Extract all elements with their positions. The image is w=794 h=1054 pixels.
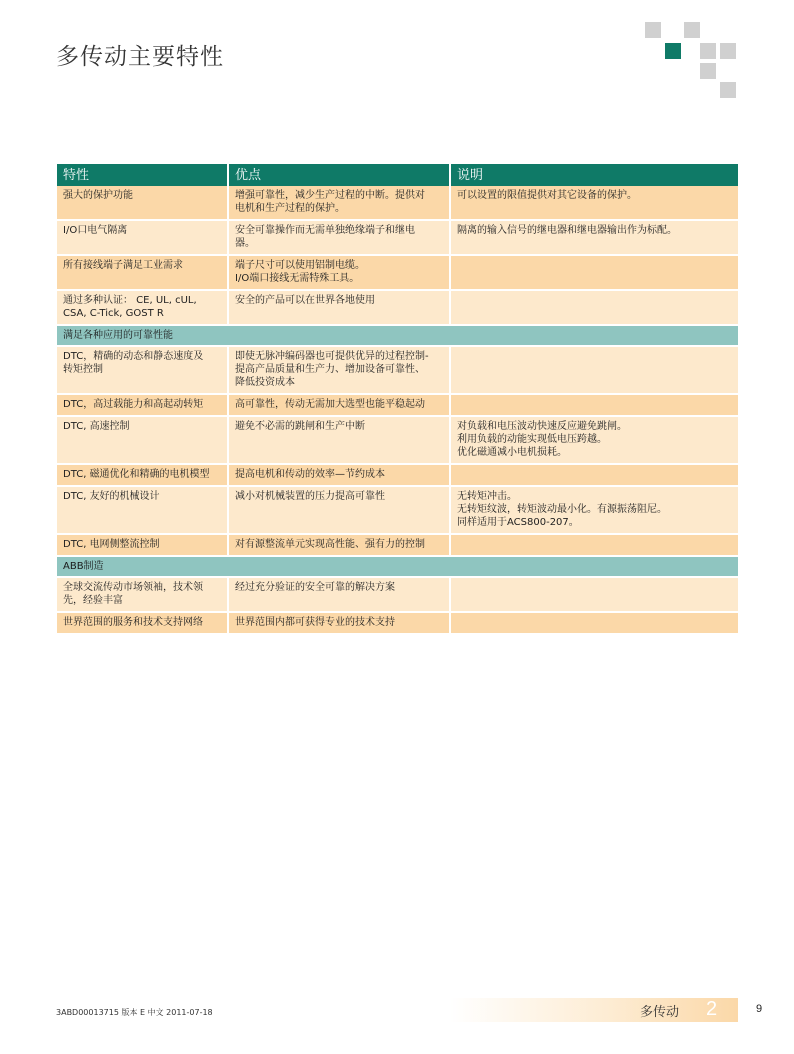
cell-text-line: 同样适用于ACS800-207。 — [457, 517, 579, 528]
cell-text-line: 安全的产品可以在世界各地使用 — [235, 295, 375, 306]
table-row — [57, 220, 738, 255]
cell-text-line: 增强可靠性，减少生产过程的中断。提供对 — [235, 190, 425, 201]
cell-text-line: DTC，精确的动态和静态速度及 — [63, 351, 204, 362]
note-cell — [450, 186, 738, 220]
benefit-cell — [228, 577, 450, 612]
benefit-cell — [228, 186, 450, 220]
cell-text-line: 端子尺寸可以使用铝制电缆。 — [235, 260, 365, 271]
footer-chapter-number: 2 — [706, 998, 718, 1020]
feature-cell — [57, 416, 228, 464]
note-cell — [450, 346, 738, 394]
note-cell — [450, 534, 738, 556]
cell-text-line: 优化磁通减小电机损耗。 — [457, 447, 567, 458]
feature-cell — [57, 220, 228, 255]
benefit-cell — [228, 612, 450, 634]
note-cell — [450, 486, 738, 534]
cell-text-line: 无转矩冲击。 — [457, 491, 517, 502]
feature-cell — [57, 534, 228, 556]
table-row — [57, 612, 738, 634]
footer-document-id: 3ABD00013715 版本 E 中文 2011-07-18 — [56, 1008, 213, 1017]
cell-text-line: 无转矩纹波，转矩波动最小化。有源振荡阻尼。 — [457, 504, 667, 515]
note-cell — [450, 416, 738, 464]
cell-text-line: I/O端口接线无需特殊工具。 — [235, 273, 360, 284]
feature-cell — [57, 577, 228, 612]
cell-text-line: 即使无脉冲编码器也可提供优异的过程控制- — [235, 351, 429, 362]
feature-cell — [57, 464, 228, 486]
footer-section-title: 多传动 — [640, 1005, 680, 1020]
feature-cell — [57, 612, 228, 634]
footer-band — [450, 998, 738, 1022]
cell-text-line: 对负载和电压波动快速反应避免跳闸。 — [457, 421, 627, 432]
cell-text-line: DTC, 磁通优化和精确的电机模型 — [63, 469, 210, 480]
cell-text-line: 安全可靠操作而无需单独绝缘端子和继电 — [235, 225, 415, 236]
note-cell — [450, 577, 738, 612]
accent-square-icon — [665, 43, 681, 59]
table-row — [57, 486, 738, 534]
header-note: 说明 — [450, 164, 738, 186]
cell-text-line: 隔离的输入信号的继电器和继电器输出作为标配。 — [457, 225, 677, 236]
cell-text-line: 器。 — [235, 238, 255, 249]
table-row — [57, 534, 738, 556]
benefit-cell — [228, 290, 450, 325]
benefit-cell — [228, 255, 450, 290]
cell-text-line: I/O口电气隔离 — [63, 225, 128, 236]
header-benefit: 优点 — [228, 164, 450, 186]
cell-text-line: 对有源整流单元实现高性能、强有力的控制 — [235, 539, 425, 550]
cell-text-line: 提高产品质量和生产力、增加设备可靠性、 — [235, 364, 425, 375]
cell-text-line: 减小对机械装置的压力提高可靠性 — [235, 491, 385, 502]
cell-text-line: DTC, 高速控制 — [63, 421, 130, 432]
cell-text-line: CSA, C-Tick, GOST R — [63, 308, 164, 319]
benefit-cell — [228, 534, 450, 556]
table-row — [57, 346, 738, 394]
abb-decorative-squares-logo — [640, 22, 740, 102]
benefit-cell — [228, 464, 450, 486]
benefit-cell — [228, 486, 450, 534]
page-title: 多传动主要特性 — [56, 44, 224, 70]
header-feature: 特性 — [57, 164, 228, 186]
section-row — [57, 325, 738, 346]
footer-page-number: 9 — [756, 1003, 763, 1015]
benefit-cell — [228, 416, 450, 464]
cell-text-line: 世界范围内都可获得专业的技术支持 — [235, 617, 395, 628]
cell-text-line: 通过多种认证： CE, UL, cUL, — [63, 295, 197, 306]
cell-text-line: 经过充分验证的安全可靠的解决方案 — [235, 582, 395, 593]
cell-text-line: 避免不必需的跳闸和生产中断 — [235, 421, 365, 432]
note-cell — [450, 290, 738, 325]
note-cell — [450, 255, 738, 290]
note-cell — [450, 612, 738, 634]
cell-text-line: DTC, 友好的机械设计 — [63, 491, 160, 502]
cell-text-line: 强大的保护功能 — [63, 190, 133, 201]
section-row — [57, 556, 738, 577]
note-cell — [450, 464, 738, 486]
cell-text-line: DTC，高过载能力和高起动转矩 — [63, 399, 204, 410]
cell-text-line: 全球交流传动市场领袖，技术领 — [63, 582, 203, 593]
feature-cell — [57, 346, 228, 394]
cell-text-line: 利用负载的动能实现低电压跨越。 — [457, 434, 607, 445]
cell-text-line: 电机和生产过程的保护。 — [235, 203, 345, 214]
table-row — [57, 577, 738, 612]
table-row — [57, 464, 738, 486]
cell-text-line: 提高电机和传动的效率—节约成本 — [235, 469, 385, 480]
cell-text-line: 所有接线端子满足工业需求 — [63, 260, 183, 271]
feature-cell — [57, 290, 228, 325]
feature-table — [57, 164, 738, 635]
cell-text-line: DTC, 电网侧整流控制 — [63, 539, 160, 550]
benefit-cell — [228, 346, 450, 394]
note-cell — [450, 394, 738, 416]
cell-text-line: 降低投资成本 — [235, 377, 295, 388]
table-row — [57, 186, 738, 220]
table-row — [57, 290, 738, 325]
benefit-cell — [228, 394, 450, 416]
table-header-row — [57, 164, 738, 186]
feature-cell — [57, 486, 228, 534]
cell-text-line: 可以设置的限值提供对其它设备的保护。 — [457, 190, 637, 201]
table-row — [57, 255, 738, 290]
table-body — [57, 186, 738, 634]
benefit-cell — [228, 220, 450, 255]
note-cell — [450, 220, 738, 255]
feature-cell — [57, 394, 228, 416]
cell-text-line: 转矩控制 — [63, 364, 103, 375]
table-row — [57, 394, 738, 416]
feature-cell — [57, 186, 228, 220]
section-title: 满足各种应用的可靠性能 — [57, 325, 738, 346]
cell-text-line: 世界范围的服务和技术支持网络 — [63, 617, 203, 628]
cell-text-line: 高可靠性，传动无需加大选型也能平稳起动 — [235, 399, 425, 410]
feature-cell — [57, 255, 228, 290]
table-row — [57, 416, 738, 464]
section-title: ABB制造 — [57, 556, 738, 577]
cell-text-line: 先，经验丰富 — [63, 595, 123, 606]
